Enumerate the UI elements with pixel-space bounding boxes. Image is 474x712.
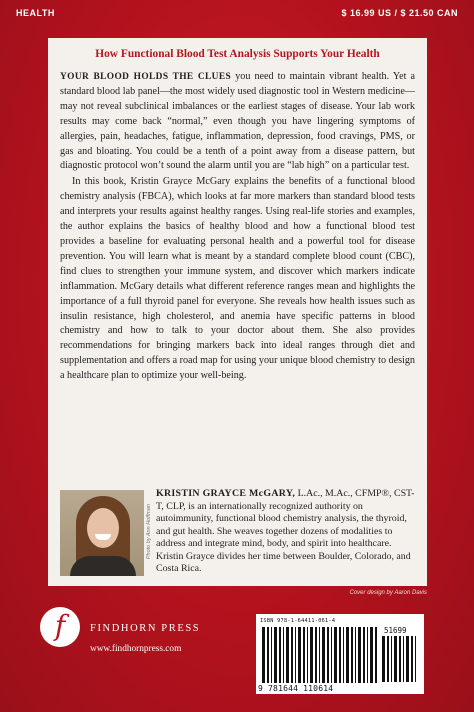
publisher-url: www.findhornpress.com	[90, 644, 182, 654]
paragraph-1-text: you need to maintain vibrant health. Yet a standard blood lab panel—the most widely used diagnostic tool in Western medicine—may not reveal subclinical imbalances or the earliest stages of disease. Your lab work results may come back “normal,” even though you have lingering symptoms of allergies, pain, headaches, fatigue, inflammation, depression, food cravings, PMS, or gas and bloating. You could be a tenth of a point away from a disease pattern, but diagnostic protocol won’t sound the alarm until you are “lab high” on a particular test.	[60, 71, 415, 172]
description-paragraph-1	[60, 70, 415, 174]
price-label: $ 16.99 US / $ 21.50 CAN	[341, 8, 458, 18]
author-block	[60, 490, 415, 578]
findhorn-logo-icon	[40, 607, 80, 647]
author-bio-text: L.Ac., M.Ac., CFMP®, CST-T, CLP, is an internationally recognized authority on autoimmunity, functional blood chemistry analysis, the thyroid, and gut health. She weaves together dozens of modalities to address and integrate mind, body, and spirit into healthcare. Kristin Grayce divides her time between Boulder, Colorado, and Costa Rica.	[156, 488, 415, 574]
author-bio	[156, 488, 418, 576]
paragraph-lead: YOUR BLOOD HOLDS THE CLUES	[60, 72, 232, 82]
cover-design-credit: Cover design by Aaron Davis	[349, 590, 427, 596]
isbn-label: ISBN 978-1-64411-061-4	[260, 618, 336, 624]
barcode-main-icon	[262, 627, 378, 683]
barcode-addon-icon	[382, 636, 418, 682]
headline: How Functional Blood Test Analysis Supports Your Health	[95, 48, 380, 60]
price-code: 51699	[384, 626, 407, 635]
author-name: KRISTIN GRAYCE McGARY,	[156, 488, 296, 499]
category-label: HEALTH	[16, 8, 55, 18]
logo-letter: f	[54, 609, 66, 642]
top-bar	[0, 0, 474, 26]
publisher-name: FINDHORN PRESS	[90, 623, 201, 634]
publisher-block	[40, 603, 240, 693]
photo-credit: Photo by Ann Hoffman	[146, 504, 152, 560]
barcode-digits: 9 781644 110614	[258, 684, 334, 693]
description-paragraph-2: In this book, Kristin Grayce McGary explains the benefits of a functional blood chemistry analysis (FBCA), which looks at far more markers than standard blood tests and interprets your results against healthy ranges. Using real-life stories and examples, the author explains the basics of healthy blood and how a functional blood test provides a baseline for evaluating personal health and a powerful tool for disease prevention. You will learn what is meant by a standard complete blood count (CBC), find clues to strengthen your immune system, and discover which markers indicate inflammation. McGary details what different reference ranges mean and highlights the importance of a full thyroid panel for everyone. She reveals how health issues such as insulin resistance, high cholesterol, and anemia have specific patterns in blood chemistry and how to talk to your doctor about them. She also provides recommendations for bringing markers back into ideal ranges through diet and supplementation and offers a road map for using your unique blood chemistry to design a healthcare plan to optimize your well-being.	[60, 176, 415, 382]
author-photo	[60, 490, 144, 576]
description-panel	[48, 38, 427, 586]
barcode-box	[256, 614, 424, 694]
